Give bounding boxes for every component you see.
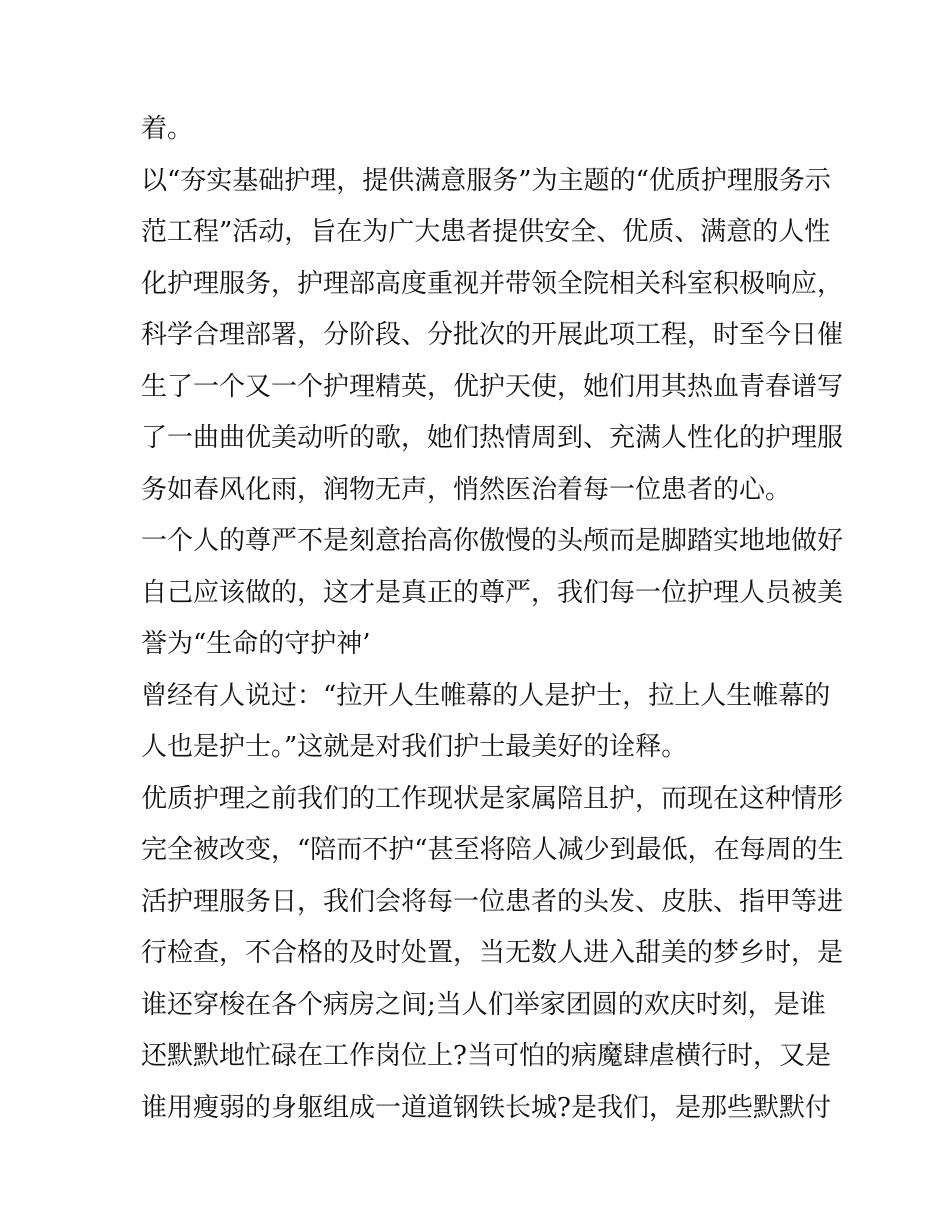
text-line: 曾经有人说过：“拉开人生帷幕的人是护士，拉上人生帷幕的 xyxy=(141,680,831,711)
text-line: 优质护理之前我们的工作现状是家属陪且护，而现在这种情形 xyxy=(141,783,844,814)
text-line: 生了一个又一个护理精英，优护天使，她们用其热血青春谱写 xyxy=(141,371,844,402)
text-line: 务如春风化雨，润物无声，悄然医治着每一位患者的心。 xyxy=(141,474,792,505)
text-line: 科学合理部署，分阶段、分批次的开展此项工程，时至今日催 xyxy=(141,320,844,350)
text-line: 活护理服务日，我们会将每一位患者的头发、皮肤、指甲等进 xyxy=(141,886,844,917)
text-line: 一个人的尊严不是刻意抬高你傲慢的头颅而是脚踏实地地做好 xyxy=(141,526,844,556)
body-text xyxy=(141,104,844,1134)
text-line: 谁用瘦弱的身躯组成一道道钢铁长城?是我们，是那些默默付 xyxy=(141,1092,831,1123)
text-line: 行检查，不合格的及时处置，当无数人进入甜美的梦乡时，是 xyxy=(141,938,844,968)
text-line: 完全被改变，“陪而不护“甚至将陪人减少到最低，在每周的生 xyxy=(141,835,844,865)
text-line: 自己应该做的，这才是真正的尊严，我们每一位护理人员被美 xyxy=(141,577,844,608)
text-line: 谁还穿梭在各个病房之间;当人们举家团圆的欢庆时刻，是谁 xyxy=(141,989,826,1020)
text-line: 誉为“生命的守护神’ xyxy=(141,629,371,659)
text-line: 范工程”活动，旨在为广大患者提供安全、优质、满意的人性 xyxy=(141,217,831,247)
text-line: 着。 xyxy=(141,114,194,144)
text-line: 还默默地忙碌在工作岗位上?当可怕的病魔肆虐横行时，又是 xyxy=(141,1041,831,1071)
text-line: 化护理服务，护理部高度重视并带领全院相关科室积极响应， xyxy=(141,268,844,299)
text-line: 了一曲曲优美动听的歌，她们热情周到、充满人性化的护理服 xyxy=(141,423,844,453)
text-line: 以“夯实基础护理，提供满意服务”为主题的“优质护理服务示 xyxy=(141,165,831,196)
text-line: 人也是护士。”这就是对我们护士最美好的诠释。 xyxy=(141,732,688,762)
